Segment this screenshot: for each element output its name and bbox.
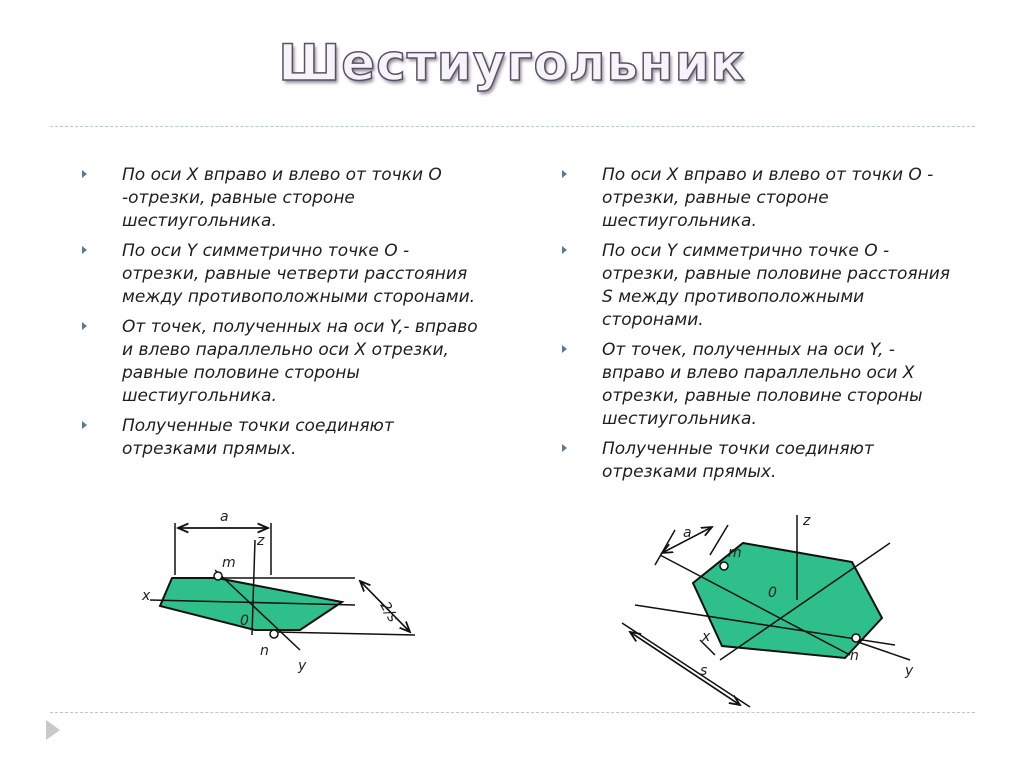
list-item	[82, 415, 482, 461]
bullet-icon	[562, 246, 567, 254]
list-item	[562, 164, 962, 233]
label-o: 0	[240, 613, 249, 629]
point-n	[270, 630, 278, 638]
next-slide-arrow-icon[interactable]	[46, 720, 60, 740]
right-hexagon-figure	[600, 495, 960, 715]
label-m: m	[222, 555, 236, 571]
label-x: x	[142, 588, 151, 604]
bullet-icon	[562, 444, 567, 452]
bullet-icon	[82, 322, 87, 330]
list-item-text: По оси Х вправо и влево от точки О - отрезки, равные стороне шестиугольника.	[602, 165, 934, 231]
left-column	[82, 164, 482, 468]
label-a: a	[683, 525, 692, 541]
list-item-text: От точек, полученных на оси Y, - вправо и влево параллельно оси Х отрезки, равные половине стороны шестиугольника.	[602, 340, 923, 429]
label-n: n	[850, 648, 859, 664]
label-z: z	[803, 513, 811, 529]
list-item-text: По оси Х вправо и влево от точки О -отрезки, равные стороне шестиугольника.	[122, 165, 442, 231]
list-item	[82, 316, 482, 408]
bottom-divider	[50, 712, 975, 713]
list-item-text: Полученные точки соединяют отрезками прямых.	[602, 439, 874, 482]
point-m	[214, 572, 222, 580]
list-item	[562, 438, 962, 484]
label-y: y	[298, 658, 307, 674]
label-s2: 2/s	[376, 599, 401, 626]
list-item-text: По оси Y симметрично точке О - отрезки, равные четверти расстояния между противоположными сторонами.	[122, 241, 476, 307]
bullet-icon	[82, 170, 87, 178]
bullet-icon	[82, 246, 87, 254]
list-item-text: От точек, полученных на оси Y,- вправо и влево параллельно оси Х отрезки, равные половине стороны шестиугольника.	[122, 317, 478, 406]
list-item	[562, 240, 962, 332]
list-item-text: По оси Y симметрично точке О - отрезки, равные половине расстояния S между противоположными сторонами.	[602, 241, 950, 330]
point-n	[852, 634, 860, 642]
bullet-icon	[562, 170, 567, 178]
label-s: s	[700, 663, 708, 679]
label-o: 0	[768, 585, 777, 601]
top-divider	[50, 126, 975, 127]
label-z: z	[257, 533, 265, 549]
list-item	[562, 339, 962, 431]
label-y: y	[905, 663, 914, 679]
right-column	[562, 164, 962, 491]
list-item	[82, 240, 482, 309]
slide-title: Шестиугольник	[278, 34, 746, 92]
bullet-icon	[82, 421, 87, 429]
label-a: a	[220, 509, 229, 525]
label-n: n	[260, 643, 269, 659]
list-item-text: Полученные точки соединяют отрезками прямых.	[122, 416, 394, 459]
bullet-icon	[562, 345, 567, 353]
label-x: x	[702, 629, 711, 645]
left-hexagon-figure	[130, 495, 450, 695]
label-m: m	[728, 545, 742, 561]
point-m	[720, 562, 728, 570]
list-item	[82, 164, 482, 233]
